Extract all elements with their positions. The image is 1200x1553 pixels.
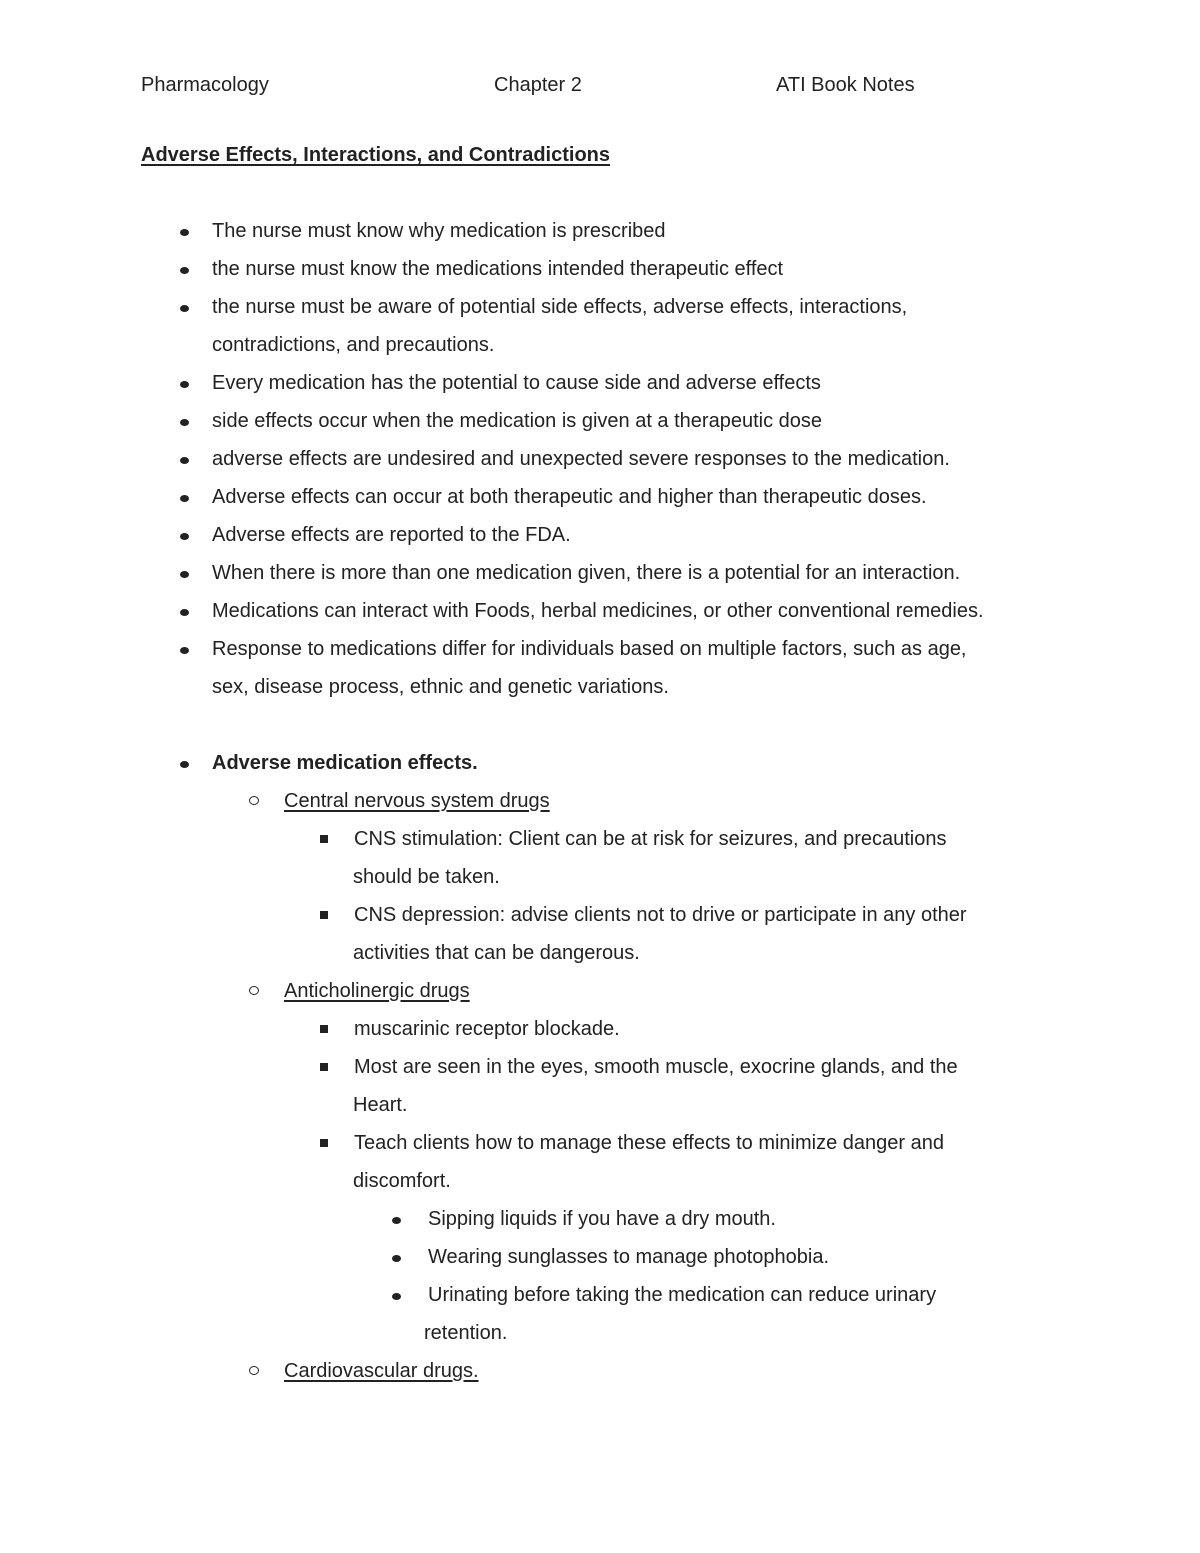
list-item	[0, 782, 1200, 820]
list-item-continuation: activities that can be dangerous.	[353, 942, 640, 964]
list-item-text: Wearing sunglasses to manage photophobia.	[428, 1246, 830, 1268]
list-item	[0, 250, 1200, 288]
list-item-text: adverse effects are undesired and unexpected severe responses to the medication.	[212, 448, 950, 470]
square-bullet-icon	[314, 1048, 334, 1086]
bullet-icon	[174, 592, 194, 630]
bullet-icon	[174, 364, 194, 402]
list-item-text: The nurse must know why medication is prescribed	[212, 220, 666, 242]
list-item-text: CNS depression: advise clients not to drive or participate in any other	[354, 904, 967, 926]
bullet-icon	[174, 212, 194, 250]
list-item	[0, 592, 1200, 630]
list-item-text: Adverse effects can occur at both therapeutic and higher than therapeutic doses.	[212, 486, 927, 508]
list-item-text: muscarinic receptor blockade.	[354, 1018, 620, 1040]
list-item-text: the nurse must be aware of potential side effects, adverse effects, interactions,	[212, 296, 908, 318]
bullet-icon	[174, 630, 194, 668]
square-bullet-icon	[314, 1124, 334, 1162]
square-bullet-icon	[314, 1010, 334, 1048]
header-source: ATI Book Notes	[776, 74, 915, 96]
list-item-text: CNS stimulation: Client can be at risk for seizures, and precautions	[354, 828, 947, 850]
hollow-bullet-icon	[244, 972, 264, 1010]
list-item	[0, 820, 1200, 858]
hollow-bullet-icon	[244, 782, 264, 820]
list-item	[0, 1352, 1200, 1390]
bullet-icon	[386, 1238, 406, 1276]
list-item	[0, 1276, 1200, 1314]
list-item-text: the nurse must know the medications intended therapeutic effect	[212, 258, 784, 280]
bullet-icon	[386, 1276, 406, 1314]
list-item-text: When there is more than one medication given, there is a potential for an interaction.	[212, 562, 961, 584]
page-header	[0, 66, 1200, 104]
list-item-continuation: sex, disease process, ethnic and genetic variations.	[212, 676, 669, 698]
bullet-icon	[174, 440, 194, 478]
header-chapter: Chapter 2	[494, 74, 582, 96]
list-item-text: Teach clients how to manage these effects to minimize danger and	[354, 1132, 944, 1154]
bullet-icon	[386, 1200, 406, 1238]
drug-class-heading: Cardiovascular drugs.	[284, 1360, 479, 1382]
list-item	[0, 1010, 1200, 1048]
list-item	[0, 1048, 1200, 1086]
list-item	[0, 288, 1200, 326]
bullet-icon	[174, 516, 194, 554]
list-item	[0, 630, 1200, 668]
section-title: Adverse Effects, Interactions, and Contradictions	[141, 144, 610, 166]
bullet-icon	[174, 744, 194, 782]
list-item	[0, 896, 1200, 934]
list-item-continuation: retention.	[424, 1322, 508, 1344]
list-item	[0, 212, 1200, 250]
list-item	[0, 364, 1200, 402]
square-bullet-icon	[314, 896, 334, 934]
square-bullet-icon	[314, 820, 334, 858]
list-item	[0, 478, 1200, 516]
list-item	[0, 516, 1200, 554]
notes-list	[0, 212, 1200, 1390]
hollow-bullet-icon	[244, 1352, 264, 1390]
list-item	[0, 554, 1200, 592]
drug-class-heading: Anticholinergic drugs	[284, 980, 470, 1002]
drug-class-heading: Central nervous system drugs	[284, 790, 550, 812]
list-item	[0, 972, 1200, 1010]
list-item-text: Every medication has the potential to cause side and adverse effects	[212, 372, 821, 394]
list-item-text: side effects occur when the medication is given at a therapeutic dose	[212, 410, 822, 432]
list-item-text: Urinating before taking the medication can reduce urinary	[428, 1284, 937, 1306]
list-item-continuation: discomfort.	[353, 1170, 451, 1192]
list-item-text: Medications can interact with Foods, herbal medicines, or other conventional remedies.	[212, 600, 984, 622]
list-item	[0, 402, 1200, 440]
bullet-icon	[174, 554, 194, 592]
bullet-icon	[174, 402, 194, 440]
list-item	[0, 1238, 1200, 1276]
list-item-text: Most are seen in the eyes, smooth muscle, exocrine glands, and the	[354, 1056, 958, 1078]
list-item-continuation: Heart.	[353, 1094, 408, 1116]
list-item	[0, 744, 1200, 782]
list-item-text: Response to medications differ for individuals based on multiple factors, such as age,	[212, 638, 967, 660]
bullet-icon	[174, 478, 194, 516]
list-item	[0, 1200, 1200, 1238]
list-item-continuation: contradictions, and precautions.	[212, 334, 495, 356]
bullet-icon	[174, 288, 194, 326]
list-item-text: Adverse effects are reported to the FDA.	[212, 524, 571, 546]
subsection-heading: Adverse medication effects.	[212, 752, 478, 774]
list-item-text: Sipping liquids if you have a dry mouth.	[428, 1208, 776, 1230]
bullet-icon	[174, 250, 194, 288]
header-subject: Pharmacology	[141, 74, 269, 96]
list-item-continuation: should be taken.	[353, 866, 500, 888]
list-item	[0, 1124, 1200, 1162]
list-item	[0, 440, 1200, 478]
